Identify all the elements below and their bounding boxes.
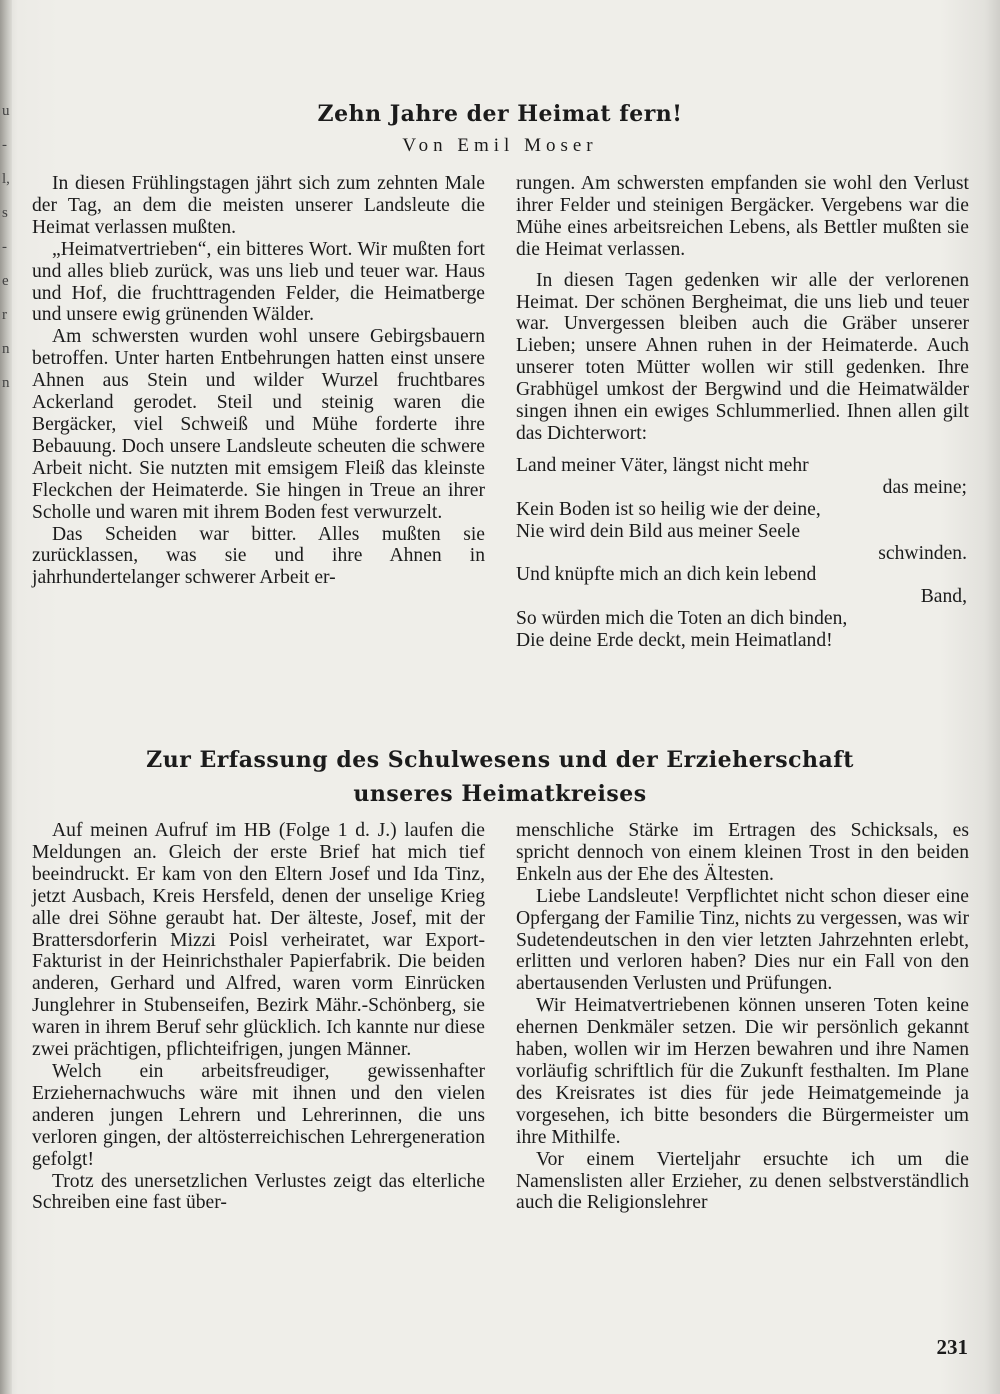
margin-fragment: e [2,273,9,289]
margin-fragment: l, [2,171,10,187]
article-column-left [32,173,485,589]
paragraph: rungen. Am schwersten empfanden sie wohl den Verlust ihrer Felder und steinigen Bergäcker. Vergebens war die Mühe eines arbeitsreichen Lebens, als Bettler mußten sie die Heimat verlassen. [516,173,969,260]
margin-fragment: r [2,307,7,323]
paragraph: Das Scheiden war bitter. Alles mußten sie zurücklassen, was sie und ihre Ahnen in jahrhundertelanger schwerer Arbeit er- [32,523,485,589]
paragraph: Wir Heimatvertriebenen können unseren Toten keine ehernen Denkmäler setzen. Die wir persönlich gekannt haben, wollen wir im Herzen bewahren und ihre Namen vorläufig schriftlich für die Zukunft festhalten. Im Plane des Kreisrates ist dies für jede Heimatgemeinde ja vorgesehen, ich bitte besonders die Bürgermeister um ihre Mithilfe. [516,995,969,1148]
article-column-left [32,820,485,1214]
margin-fragment: n [2,375,10,391]
poem-line: So würden mich die Toten an dich binden, [516,608,848,630]
margin-fragment: u [2,103,10,119]
article-title: Zehn Jahre der Heimat fern! [317,101,683,127]
paragraph: In diesen Tagen gedenken wir alle der verlorenen Heimat. Der schönen Bergheimat, die uns lieb und teuer war. Unvergessen bleiben auch die Gräber unserer Lieben; unsere Ahnen ruhen in der Heimaterde. Auch unserer toten Mütter wollen wir still gedenken. Ihre Grabhügel umkost der Bergwind und die Heimatwälder singen ihnen ein ewiges Schlummerlied. Ihnen allen gilt das Dichterwort: [516,269,969,444]
poem [516,455,969,652]
poem-line: Kein Boden ist so heilig wie der deine, [516,498,821,520]
poem-line: Und knüpfte mich an dich kein lebend [516,564,817,586]
poem-line: Die deine Erde deckt, mein Heimatland! [516,630,833,652]
paragraph: „Heimatvertrieben“, ein bitteres Wort. Wir mußten fort und alles blieb zurück, was uns lieb und teuer war. Haus und Hof, die fruchttragenden Felder, die Heimatberge und unsere ewig grünenden Wälder. [32,238,485,326]
poem-line-wrap: Band, [920,586,967,608]
paragraph: Trotz des unersetzlichen Verlustes zeigt das elterliche Schreiben eine fast über- [32,1170,485,1214]
poem-line-wrap: das meine; [882,476,967,498]
paragraph: Liebe Landsleute! Verpflichtet nicht schon dieser eine Opfergang der Familie Tinz, nichts zu vergessen, was wir Sudetendeutschen in den vier letzten Jahrzehnten erlebt, erlitten und verloren haben? Dies nur ein Fall von den abertausenden Verlusten und Prüfungen. [516,885,969,995]
paragraph: menschliche Stärke im Ertragen des Schicksals, es spricht dennoch von einem kleinen Trost in den beiden Enkeln aus der Ehe des Ältesten. [516,820,969,885]
article-author: Von Emil Moser [402,135,598,156]
margin-fragment: - [2,239,7,255]
article-title-line: Zur Erfassung des Schulwesens und der Erzieherschaft [146,747,854,773]
paragraph: In diesen Frühlingstagen jährt sich zum zehnten Male der Tag, an dem die meisten unserer Landsleute die Heimat verlassen mußten. [32,173,485,238]
article-column-right [516,173,969,652]
margin-fragment: s [2,205,8,221]
margin-fragment: - [2,137,7,153]
article-column-right [516,820,969,1214]
article-title [0,743,1000,811]
paragraph: Welch ein arbeitsfreudiger, gewissenhafter Erziehernachwuchs wäre mit ihnen und den vielen anderen jungen Lehrern und Lehrerinnen, die uns verloren gingen, der altösterreichischen Lehrergeneration gefolgt! [32,1060,485,1170]
paragraph: Vor einem Vierteljahr ersuchte ich um die Namenslisten aller Erzieher, zu denen selbstverständlich auch die Religionslehrer [516,1148,969,1214]
article-title-line: unseres Heimatkreises [353,781,647,807]
page-number: 231 [936,1335,968,1359]
poem-line: Nie wird dein Bild aus meiner Seele [516,520,801,542]
paragraph: Am schwersten wurden wohl unsere Gebirgsbauern betroffen. Unter harten Entbehrungen hatten einst unsere Ahnen aus Stein und wilder Wurzel fruchtbares Ackerland gerodet. Steil und steinig waren die Bergäcker, viel Schweiß und Mühe forderte ihre Bebauung. Doch unsere Landsleute scheuten die schwere Arbeit nicht. Sie nutzten mit emsigem Fleiß das kleinste Fleckchen der Heimaterde. Sie hingen in Treue an ihrer Scholle und waren mit ihrem Boden fest verwurzelt. [32,326,485,523]
poem-line-wrap: schwinden. [878,542,967,564]
poem-line: Land meiner Väter, längst nicht mehr [516,454,809,476]
paragraph: Auf meinen Aufruf im HB (Folge 1 d. J.) laufen die Meldungen an. Gleich der erste Brief hat mich tief beeindruckt. Er kam von den Eltern Josef und Ida Tinz, jetzt Ausbach, Kreis Hersfeld, denen der unselige Krieg alle drei Söhne geraubt hat. Der älteste, Josef, mit der Brattersdorferin Mizzi Poisl verheiratet, war Export-Fakturist in der Heinrichsthaler Papierfabrik. Die beiden anderen, Gerhard und Alfred, waren vorm Einrücken Junglehrer in Stubenseifen, Bezirk Mähr.-Schönberg, sie waren in ihrem Beruf sehr glücklich. Ich kannte nur diese zwei prächtigen, pflichteifrigen, jungen Männer. [32,820,485,1061]
margin-fragment: n [2,341,10,357]
